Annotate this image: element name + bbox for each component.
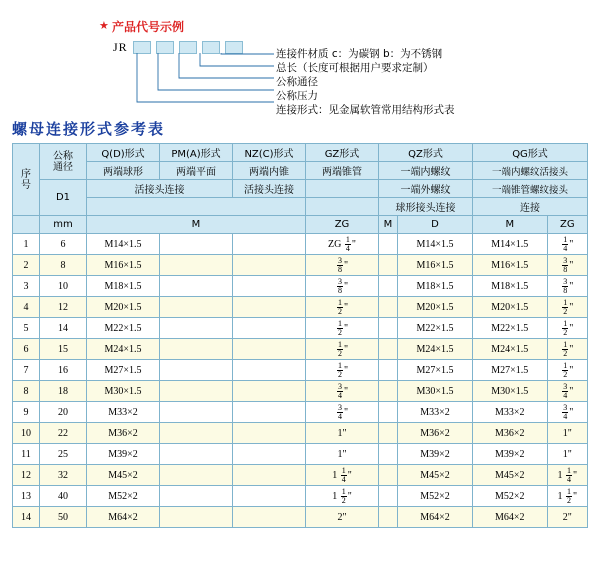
row-dn: 8 xyxy=(40,255,87,276)
header-ball-connect: 球形接头连接 xyxy=(379,198,473,216)
nut-connection-table xyxy=(12,143,588,528)
table-row xyxy=(13,276,588,297)
table-row xyxy=(13,486,588,507)
header-qg: QG形式 xyxy=(473,144,588,162)
header-union-connect: 活接头连接 xyxy=(87,180,233,198)
header-gz-sub: 两端锥管 xyxy=(306,162,379,180)
row-qz-m xyxy=(379,339,398,360)
header-dn: 公称 通径 xyxy=(40,144,87,180)
table-row xyxy=(13,255,588,276)
row-dn: 15 xyxy=(40,339,87,360)
row-qz-d: M52×2 xyxy=(398,486,473,507)
row-qg-m: M39×2 xyxy=(473,444,548,465)
row-dn: 50 xyxy=(40,507,87,528)
table-row xyxy=(13,339,588,360)
header-seq: 序 号 xyxy=(13,144,40,216)
row-no: 11 xyxy=(13,444,40,465)
row-qg-m: M27×1.5 xyxy=(473,360,548,381)
row-nz xyxy=(233,486,306,507)
row-qz-m xyxy=(379,255,398,276)
row-qz-m xyxy=(379,234,398,255)
row-pm xyxy=(160,255,233,276)
row-qg-zg: 1 $\frac{1}{2}$ " xyxy=(547,486,587,507)
row-dn: 32 xyxy=(40,465,87,486)
table-body xyxy=(13,234,588,528)
legend-item-3: 公称压力 xyxy=(276,90,318,102)
row-gz: 1" xyxy=(306,423,379,444)
row-qz-d: M33×2 xyxy=(398,402,473,423)
row-no: 10 xyxy=(13,423,40,444)
row-qz-m xyxy=(379,444,398,465)
row-qd: M52×2 xyxy=(87,486,160,507)
row-pm xyxy=(160,402,233,423)
table-row xyxy=(13,402,588,423)
row-gz: $\frac{1}{2}$ " xyxy=(306,318,379,339)
row-dn: 40 xyxy=(40,486,87,507)
row-dn: 25 xyxy=(40,444,87,465)
header-qz: QZ形式 xyxy=(379,144,473,162)
row-pm xyxy=(160,423,233,444)
row-qz-d: M18×1.5 xyxy=(398,276,473,297)
legend-item-4: 连接形式：见金属软管常用结构形式表 xyxy=(276,104,455,116)
header-union-connect-2: 活接头连接 xyxy=(233,180,306,198)
row-no: 7 xyxy=(13,360,40,381)
row-gz: $\frac{3}{4}$ " xyxy=(306,402,379,423)
row-qg-zg: $\frac{3}{8}$ " xyxy=(547,276,587,297)
row-nz xyxy=(233,255,306,276)
row-gz: 2" xyxy=(306,507,379,528)
header-pma-sub: 两端平面 xyxy=(160,162,233,180)
header-nzc-sub: 两端内锥 xyxy=(233,162,306,180)
row-qz-m xyxy=(379,297,398,318)
row-qd: M16×1.5 xyxy=(87,255,160,276)
header-d1: D1 xyxy=(40,180,87,216)
row-qd: M14×1.5 xyxy=(87,234,160,255)
header-unit-qg-zg: ZG xyxy=(547,216,587,234)
row-nz xyxy=(233,465,306,486)
header-unit-qg-m: M xyxy=(473,216,548,234)
row-qz-m xyxy=(379,423,398,444)
header-qd-sub: 两端球形 xyxy=(87,162,160,180)
header-unit-qz-m: M xyxy=(379,216,398,234)
row-qd: M24×1.5 xyxy=(87,339,160,360)
header-unit-m: M xyxy=(87,216,306,234)
row-nz xyxy=(233,276,306,297)
row-qd: M45×2 xyxy=(87,465,160,486)
row-qz-m xyxy=(379,507,398,528)
row-no: 5 xyxy=(13,318,40,339)
header-ext-thread: 一端外螺纹 xyxy=(379,180,473,198)
table-row xyxy=(13,423,588,444)
row-nz xyxy=(233,507,306,528)
row-gz: $\frac{1}{2}$ " xyxy=(306,339,379,360)
row-qg-m: M30×1.5 xyxy=(473,381,548,402)
row-qg-zg: $\frac{3}{8}$ " xyxy=(547,255,587,276)
row-dn: 20 xyxy=(40,402,87,423)
legend-title: 产品代号示例 xyxy=(112,20,185,34)
row-qz-m xyxy=(379,276,398,297)
table-row xyxy=(13,507,588,528)
row-nz xyxy=(233,444,306,465)
legend-item-0: 连接件材质 c：为碳钢 b：为不锈钢 xyxy=(276,48,443,60)
row-qz-d: M64×2 xyxy=(398,507,473,528)
row-nz xyxy=(233,381,306,402)
row-pm xyxy=(160,297,233,318)
header-connect: 连接 xyxy=(473,198,588,216)
row-qg-zg: $\frac{1}{2}$ " xyxy=(547,297,587,318)
row-qz-m xyxy=(379,402,398,423)
header-taper-union: 一端锥管螺纹接头 xyxy=(473,180,588,198)
row-qg-m: M64×2 xyxy=(473,507,548,528)
row-pm xyxy=(160,465,233,486)
header-nzc: NZ(C)形式 xyxy=(233,144,306,162)
row-qd: M18×1.5 xyxy=(87,276,160,297)
header-qz-sub: 一端内螺纹 xyxy=(379,162,473,180)
row-gz: 1 $\frac{1}{2}$ " xyxy=(306,486,379,507)
row-dn: 14 xyxy=(40,318,87,339)
row-qd: M30×1.5 xyxy=(87,381,160,402)
row-nz xyxy=(233,402,306,423)
header-qd: Q(D)形式 xyxy=(87,144,160,162)
page-title: 螺母连接形式参考表 xyxy=(12,120,166,138)
row-qg-zg: 1 $\frac{1}{4}$ " xyxy=(547,465,587,486)
row-no: 13 xyxy=(13,486,40,507)
row-qz-d: M36×2 xyxy=(398,423,473,444)
row-dn: 12 xyxy=(40,297,87,318)
row-qg-zg: 2" xyxy=(547,507,587,528)
table-row xyxy=(13,297,588,318)
row-nz xyxy=(233,360,306,381)
row-qz-d: M39×2 xyxy=(398,444,473,465)
row-pm xyxy=(160,234,233,255)
row-qg-m: M52×2 xyxy=(473,486,548,507)
row-dn: 22 xyxy=(40,423,87,444)
row-nz xyxy=(233,423,306,444)
row-qz-d: M20×1.5 xyxy=(398,297,473,318)
row-no: 8 xyxy=(13,381,40,402)
code-prefix: JR xyxy=(113,40,128,54)
row-dn: 10 xyxy=(40,276,87,297)
row-qd: M39×2 xyxy=(87,444,160,465)
product-code-legend xyxy=(0,0,600,116)
row-qd: M36×2 xyxy=(87,423,160,444)
row-gz: $\frac{1}{2}$ " xyxy=(306,360,379,381)
row-qg-m: M14×1.5 xyxy=(473,234,548,255)
row-pm xyxy=(160,381,233,402)
row-qg-zg: 1" xyxy=(547,423,587,444)
row-qg-m: M22×1.5 xyxy=(473,318,548,339)
row-qz-m xyxy=(379,381,398,402)
row-pm xyxy=(160,318,233,339)
row-qg-zg: $\frac{1}{4}$ " xyxy=(547,234,587,255)
table-row xyxy=(13,381,588,402)
row-dn: 6 xyxy=(40,234,87,255)
legend-item-1: 总长（长度可根据用户要求定制） xyxy=(276,62,434,74)
row-no: 14 xyxy=(13,507,40,528)
row-no: 4 xyxy=(13,297,40,318)
row-qg-m: M20×1.5 xyxy=(473,297,548,318)
row-qg-m: M16×1.5 xyxy=(473,255,548,276)
row-gz: $\frac{3}{8}$ " xyxy=(306,276,379,297)
row-gz: 1 $\frac{1}{4}$ " xyxy=(306,465,379,486)
row-gz: 1" xyxy=(306,444,379,465)
header-pma: PM(A)形式 xyxy=(160,144,233,162)
row-qg-zg: $\frac{3}{4}$ " xyxy=(547,381,587,402)
row-dn: 16 xyxy=(40,360,87,381)
header-gz: GZ形式 xyxy=(306,144,379,162)
row-pm xyxy=(160,360,233,381)
row-qz-d: M16×1.5 xyxy=(398,255,473,276)
header-unit-seq xyxy=(13,216,40,234)
row-gz: $\frac{1}{2}$ " xyxy=(306,297,379,318)
table-row xyxy=(13,318,588,339)
row-qg-zg: $\frac{3}{4}$ " xyxy=(547,402,587,423)
header-nothing-a xyxy=(306,180,379,198)
legend-item-2: 公称通径 xyxy=(276,76,318,88)
header-qg-sub: 一端内螺纹活接头 xyxy=(473,162,588,180)
row-qz-d: M14×1.5 xyxy=(398,234,473,255)
row-qg-zg: $\frac{1}{2}$ " xyxy=(547,339,587,360)
row-qg-zg: $\frac{1}{2}$ " xyxy=(547,318,587,339)
row-qg-zg: 1" xyxy=(547,444,587,465)
legend-items xyxy=(276,48,455,118)
table-row xyxy=(13,465,588,486)
row-no: 12 xyxy=(13,465,40,486)
row-pm xyxy=(160,339,233,360)
row-qd: M27×1.5 xyxy=(87,360,160,381)
row-gz: $\frac{3}{8}$ " xyxy=(306,255,379,276)
row-qd: M33×2 xyxy=(87,402,160,423)
row-no: 2 xyxy=(13,255,40,276)
row-qg-m: M36×2 xyxy=(473,423,548,444)
row-qd: M20×1.5 xyxy=(87,297,160,318)
table-row xyxy=(13,444,588,465)
row-qg-zg: $\frac{1}{2}$ " xyxy=(547,360,587,381)
row-qz-d: M30×1.5 xyxy=(398,381,473,402)
row-nz xyxy=(233,234,306,255)
row-pm xyxy=(160,444,233,465)
row-qg-m: M33×2 xyxy=(473,402,548,423)
row-qz-d: M22×1.5 xyxy=(398,318,473,339)
header-row-1 xyxy=(13,144,588,162)
row-no: 6 xyxy=(13,339,40,360)
row-pm xyxy=(160,486,233,507)
row-qz-d: M24×1.5 xyxy=(398,339,473,360)
row-no: 1 xyxy=(13,234,40,255)
header-unit-zg: ZG xyxy=(306,216,379,234)
header-blank-gz xyxy=(306,198,379,216)
header-row-2 xyxy=(13,162,588,180)
row-dn: 18 xyxy=(40,381,87,402)
row-qg-m: M45×2 xyxy=(473,465,548,486)
header-unit-mm: mm xyxy=(40,216,87,234)
row-qd: M22×1.5 xyxy=(87,318,160,339)
table-row xyxy=(13,234,588,255)
table-header xyxy=(13,144,588,234)
row-qg-m: M24×1.5 xyxy=(473,339,548,360)
row-nz xyxy=(233,297,306,318)
row-qz-d: M45×2 xyxy=(398,465,473,486)
row-no: 9 xyxy=(13,402,40,423)
row-qg-m: M18×1.5 xyxy=(473,276,548,297)
row-nz xyxy=(233,339,306,360)
header-row-4 xyxy=(13,198,588,216)
row-qz-m xyxy=(379,318,398,339)
row-gz: ZG $\frac{1}{4}$ " xyxy=(306,234,379,255)
row-qz-m xyxy=(379,486,398,507)
header-blank-left xyxy=(87,198,306,216)
header-row-3 xyxy=(13,180,588,198)
header-unit-qz-d: D xyxy=(398,216,473,234)
row-qz-d: M27×1.5 xyxy=(398,360,473,381)
row-gz: $\frac{3}{4}$ " xyxy=(306,381,379,402)
row-pm xyxy=(160,276,233,297)
star-icon: ★ xyxy=(99,19,109,32)
row-qz-m xyxy=(379,360,398,381)
row-nz xyxy=(233,318,306,339)
row-qd: M64×2 xyxy=(87,507,160,528)
header-row-5 xyxy=(13,216,588,234)
row-no: 3 xyxy=(13,276,40,297)
table-row xyxy=(13,360,588,381)
row-pm xyxy=(160,507,233,528)
row-qz-m xyxy=(379,465,398,486)
